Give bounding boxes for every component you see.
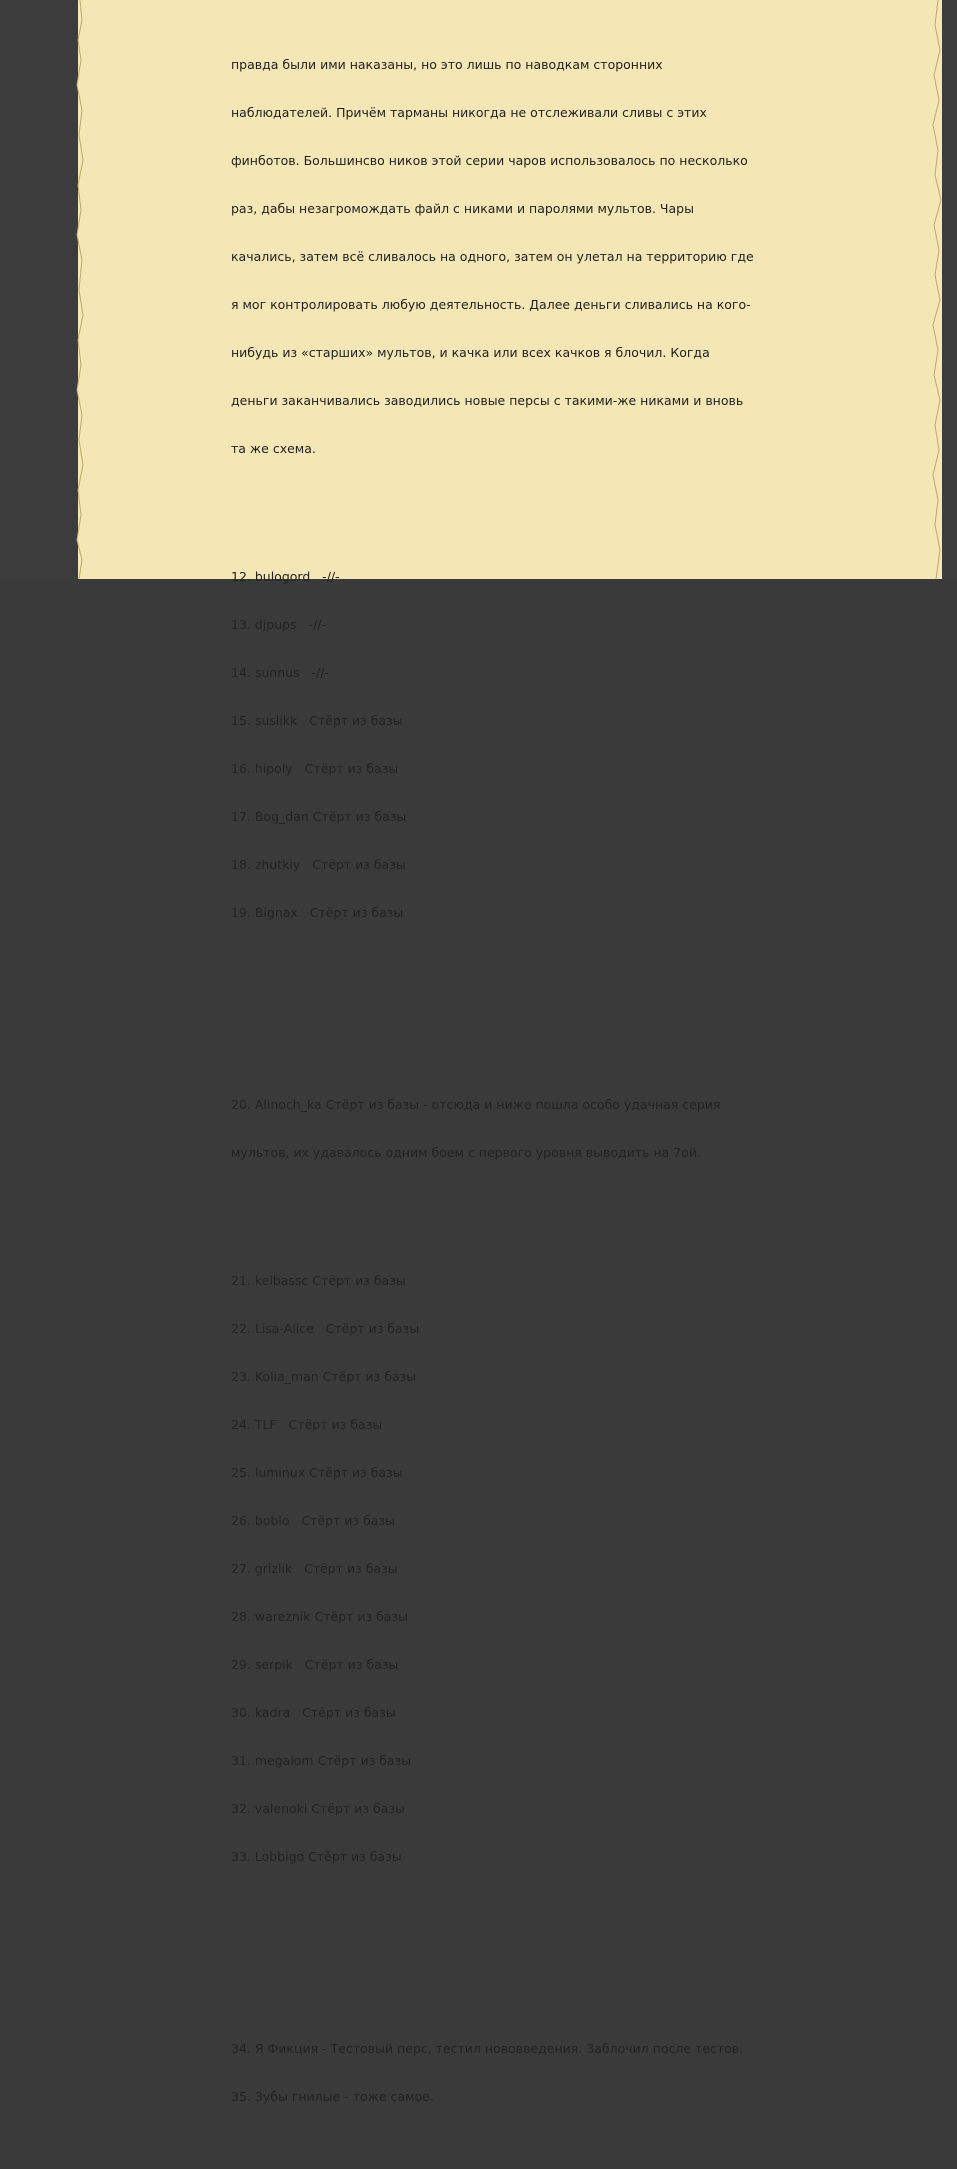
list-item: 31. megalom Стёрт из базы [231,1753,412,1768]
list-item: 20. Alinoch_ka Стёрт из базы - отсюда и ниже пошла особо удачная серия [231,1097,721,1112]
list-item: 32. valenoki Стёрт из базы [231,1801,405,1816]
list-item: 33. Lobbigo Стёрт из базы [231,1849,402,1864]
list-item: 16. hipoly Стёрт из базы [231,761,399,776]
list-item: 17. Bog_dan Стёрт из базы [231,809,407,824]
text-line: правда были ими наказаны, но это лишь по наводкам сторонних [231,57,663,72]
list-item: 21. kelbassc Стёрт из базы [231,1273,406,1288]
text-line: мультов, их удавалось одним боем с первого уровня выводить на 7ой. [231,1145,701,1160]
list-item: 13. djpups -//- [231,617,326,632]
list-item: 22. Lisa-Alice Стёрт из базы [231,1321,420,1336]
list-b [231,1241,811,1897]
list-a [231,537,811,953]
list-item: 23. Kolia_man Стёрт из базы [231,1369,417,1384]
paragraph-gap [231,1945,811,1961]
left-background [0,0,80,579]
list-item: 35. Зубы гнилые - тоже самое. [231,2089,434,2104]
list-item: 26. boblo Стёрт из базы [231,1513,395,1528]
torn-edge-right [930,0,944,579]
intro-paragraph [231,25,811,489]
text-line: наблюдателей. Причём тарманы никогда не отслеживали сливы с этих [231,105,707,120]
list-item: 24. TLF Стёрт из базы [231,1417,383,1432]
text-line: та же схема. [231,441,316,456]
list-item: 18. zhutkiy Стёрт из базы [231,857,406,872]
text-line: финботов. Большинсво ников этой серии чаров использовалось по несколько [231,153,748,168]
paragraph-gap [231,1001,811,1017]
list-item: 14. sunnus -//- [231,665,329,680]
list-item: 27. grizlik Стёрт из базы [231,1561,398,1576]
text-line: нибудь из «старших» мультов, и качка или всех качков я блочил. Когда [231,345,710,360]
list-item: 12. bulogord -//- [231,569,340,584]
text-line: я мог контролировать любую деятельность. Далее деньги сливались на кого- [231,297,751,312]
list-item: 28. wareznik Стёрт из базы [231,1609,408,1624]
text-line: деньги заканчивались заводились новые персы с такими-же никами и вновь [231,393,744,408]
list-c [231,2009,811,2137]
list-item: 30. kadra Стёрт из базы [231,1705,396,1720]
list-item: 34. Я Фикция - Тестовый перс, тестил нововведения. Заблочил после тестов. [231,2041,744,2056]
list-item: 29. serpik Стёрт из базы [231,1657,399,1672]
list-b-intro [231,1065,811,1193]
text-line: раз, дабы незагромождать файл с никами и паролями мультов. Чары [231,201,694,216]
text-line: качались, затем всё сливалось на одного, затем он улетал на территорию где [231,249,754,264]
torn-edge-left [76,0,86,579]
list-item: 15. suslikk Стёрт из базы [231,713,403,728]
article-body [231,0,811,2169]
list-item: 25. luminux Стёрт из базы [231,1465,403,1480]
list-item: 19. Bignax Стёрт из базы [231,905,404,920]
